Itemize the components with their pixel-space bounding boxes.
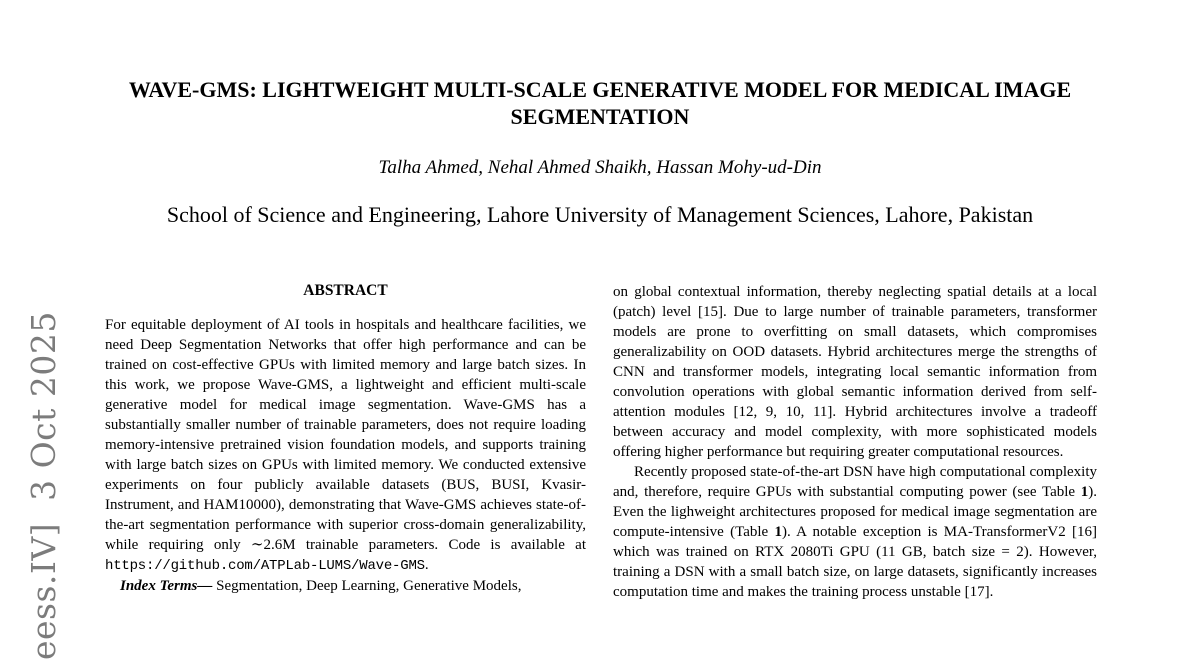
intro-paragraph-2 — [613, 462, 1097, 602]
table-ref-bold-1: 1 — [1080, 484, 1089, 500]
left-column — [105, 282, 586, 648]
index-terms-label: Index Terms— — [120, 578, 213, 594]
abstract-period: . — [424, 557, 429, 573]
paper-title-line1: WAVE-GMS: LIGHTWEIGHT MULTI-SCALE GENERATIVE MODEL FOR MEDICAL IMAGE — [128, 77, 1072, 102]
intro-paragraph-1: on global contextual information, thereby neglecting spatial details at a local (patch) level [15]. Due to large number of trainable parameters, transformer models are prone to overfitting on small datasets, which compromises generalizability on OOD datasets. Hybrid architectures merge the strengths of CNN and transformer models, integrating local semantic information from convolution operations with global semantic information derived from self-attention modules [12, 9, 10, 11]. Hybrid architectures involve a tradeoff between accuracy and model complexity, with more sophisticated models offering higher performance but requiring greater computational resources. — [613, 284, 1097, 460]
paper-affiliation: School of Science and Engineering, Lahore University of Management Sciences, Lahore, Pakistan — [166, 202, 1034, 227]
index-terms-text: Segmentation, Deep Learning, Generative Models, — [212, 578, 522, 594]
intro-p2-seg3: ). A notable exception is MA-TransformerV2 [16] which was trained on RTX 2080Ti GPU (11 GB, batch size = 2). However, training a DSN with a small batch size, on large datasets, significantly increases computation time and makes the training process unstable [17]. — [613, 524, 1097, 600]
paper-authors: Talha Ahmed, Nehal Ahmed Shaikh, Hassan Mohy-ud-Din — [378, 157, 822, 178]
arxiv-watermark: eess.IV] 3 Oct 2025 — [24, 311, 63, 660]
abstract-heading: ABSTRACT — [303, 282, 388, 299]
paper-title — [80, 76, 1120, 130]
abstract-paragraph — [105, 315, 586, 576]
intro-p2-seg2: ). Even the lighweight architectures proposed for medical image segmentation are compute-intensive (Table — [613, 484, 1097, 540]
right-column — [613, 282, 1097, 648]
table-ref-bold-2: 1 — [774, 524, 782, 540]
code-url-link[interactable]: https://github.com/ATPLab-LUMS/Wave-GMS — [105, 558, 425, 574]
abstract-text: For equitable deployment of AI tools in hospitals and healthcare facilities, we need Deep Segmentation Networks that offer high performance and can be trained on cost-effective GPUs with limited memory and large batch sizes. In this work, we propose Wave-GMS, a lightweight and efficient multi-scale generative model for medical image segmentation. Wave-GMS has a substantially smaller number of trainable parameters, does not require loading memory-intensive pretrained vision foundation models, and supports training with large batch sizes on GPUs with limited memory. We conducted extensive experiments on four publicly available datasets (BUS, BUSI, Kvasir-Instrument, and HAM10000), demonstrating that Wave-GMS achieves state-of-the-art segmentation performance with superior cross-domain generalizability, while requiring only ∼2.6M trainable parameters. Code is available at — [105, 317, 586, 553]
paper-title-line2: SEGMENTATION — [510, 104, 690, 129]
index-terms-paragraph — [105, 576, 586, 596]
intro-p2-seg1: Recently proposed state-of-the-art DSN have high computational complexity and, therefore, require GPUs with substantial computing power (see Table — [613, 464, 1097, 500]
